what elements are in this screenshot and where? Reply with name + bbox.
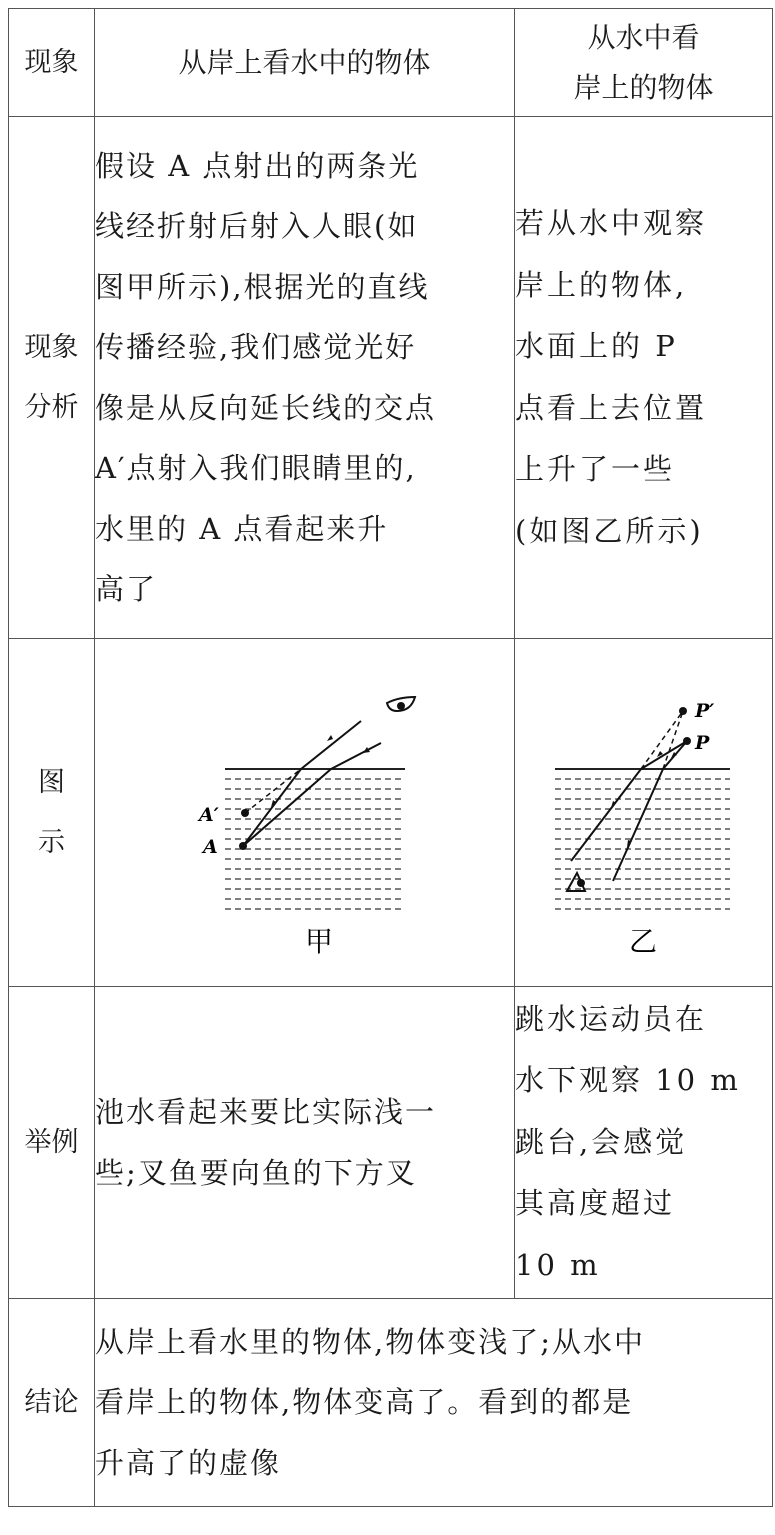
caption-jia: 甲 (305, 924, 334, 958)
analysis-left-line: 线经折射后射入人眼(如 (95, 209, 419, 243)
conclusion-text (95, 1299, 773, 1507)
analysis-left-line: 像是从反向延长线的交点 (95, 390, 437, 425)
ray-2-underwater (613, 769, 663, 881)
label-a: A (203, 835, 218, 858)
example-label-text: 举例 (24, 1126, 79, 1158)
example-left-line: 些;叉鱼要向鱼的下方叉 (95, 1155, 417, 1190)
figure-yi-cell (515, 639, 773, 987)
analysis-left-line: 高了 (95, 572, 158, 606)
refraction-diagram-jia (95, 661, 515, 961)
analysis-left-line: 传播经验,我们感觉光好 (95, 330, 417, 364)
analysis-label (9, 117, 95, 639)
header-shore-to-water-label: 从岸上看水中的物体 (178, 45, 431, 79)
example-left-text (95, 987, 515, 1299)
header-water-to-shore (515, 9, 773, 117)
header-water-to-shore-line2: 岸上的物体 (573, 70, 714, 104)
water-dashes (555, 779, 730, 909)
figure-label-line2: 示 (38, 826, 65, 858)
header-phenomenon-label: 现象 (24, 46, 79, 78)
example-right-text (515, 987, 773, 1299)
ray-2-air (331, 743, 381, 769)
example-right-line: 跳台,会感觉 (515, 1124, 688, 1159)
caption-yi: 乙 (629, 924, 658, 958)
example-right-line: 10 m (515, 1247, 601, 1282)
point-a (239, 842, 247, 850)
refraction-diagram-yi (515, 661, 773, 961)
header-phenomenon (9, 9, 95, 117)
analysis-label-line2: 分析 (24, 391, 79, 423)
point-p (683, 737, 691, 745)
analysis-right-text (515, 117, 773, 639)
figure-row (9, 639, 773, 987)
example-right-line: 跳水运动员在 (515, 1001, 708, 1036)
example-row (9, 987, 773, 1299)
analysis-left-line: A′点射入我们眼睛里的, (95, 451, 417, 485)
figure-label (9, 639, 95, 987)
analysis-row (9, 117, 773, 639)
analysis-right-line: (如图乙所示) (515, 513, 704, 548)
conclusion-label-text: 结论 (24, 1386, 79, 1418)
ray-1-underwater (243, 769, 301, 846)
conclusion-row (9, 1299, 773, 1507)
label-p: P (695, 731, 710, 754)
header-water-to-shore-line1: 从水中看 (587, 20, 700, 54)
extension-dashed-line-1 (641, 711, 683, 769)
eye-pupil-icon (397, 702, 405, 710)
conclusion-line: 从岸上看水里的物体,物体变浅了;从水中 (95, 1324, 645, 1359)
eye-pupil-icon (577, 879, 585, 887)
analysis-left-text (95, 117, 515, 639)
analysis-left-line: 水里的 A 点看起来升 (95, 511, 389, 546)
ray-2-underwater (243, 769, 331, 846)
ray-1-air (301, 721, 361, 769)
refraction-phenomena-table (8, 8, 773, 1507)
figure-jia-cell (95, 639, 515, 987)
example-label (9, 987, 95, 1299)
extension-dashed-line-2 (663, 711, 683, 769)
example-right-line: 水下观察 10 m (515, 1063, 741, 1098)
example-right-line: 其高度超过 (515, 1186, 676, 1221)
analysis-label-line1: 现象 (24, 331, 79, 363)
analysis-right-line: 岸上的物体, (515, 267, 688, 302)
label-p-prime: P′ (695, 699, 715, 722)
analysis-right-line: 若从水中观察 (515, 206, 708, 240)
figure-label-line1: 图 (38, 766, 65, 798)
water-dashes (225, 779, 405, 909)
header-shore-to-water (95, 9, 515, 117)
example-left-line: 池水看起来要比实际浅一 (95, 1095, 437, 1129)
conclusion-line: 升高了的虚像 (95, 1445, 282, 1480)
label-a-prime: A′ (199, 803, 219, 826)
header-row (9, 9, 773, 117)
analysis-left-line: 假设 A 点射出的两条光 (95, 148, 420, 183)
ray-1-underwater (571, 769, 641, 861)
conclusion-label (9, 1299, 95, 1507)
analysis-right-line: 水面上的 P (515, 329, 678, 363)
conclusion-line: 看岸上的物体,物体变高了。看到的都是 (95, 1385, 634, 1420)
point-p-prime (679, 707, 687, 715)
analysis-right-line: 上升了一些 (515, 452, 676, 486)
analysis-right-line: 点看上去位置 (515, 390, 708, 425)
arrow-1 (327, 735, 333, 741)
point-a-prime (241, 809, 249, 817)
analysis-left-line: 图甲所示),根据光的直线 (95, 269, 430, 304)
